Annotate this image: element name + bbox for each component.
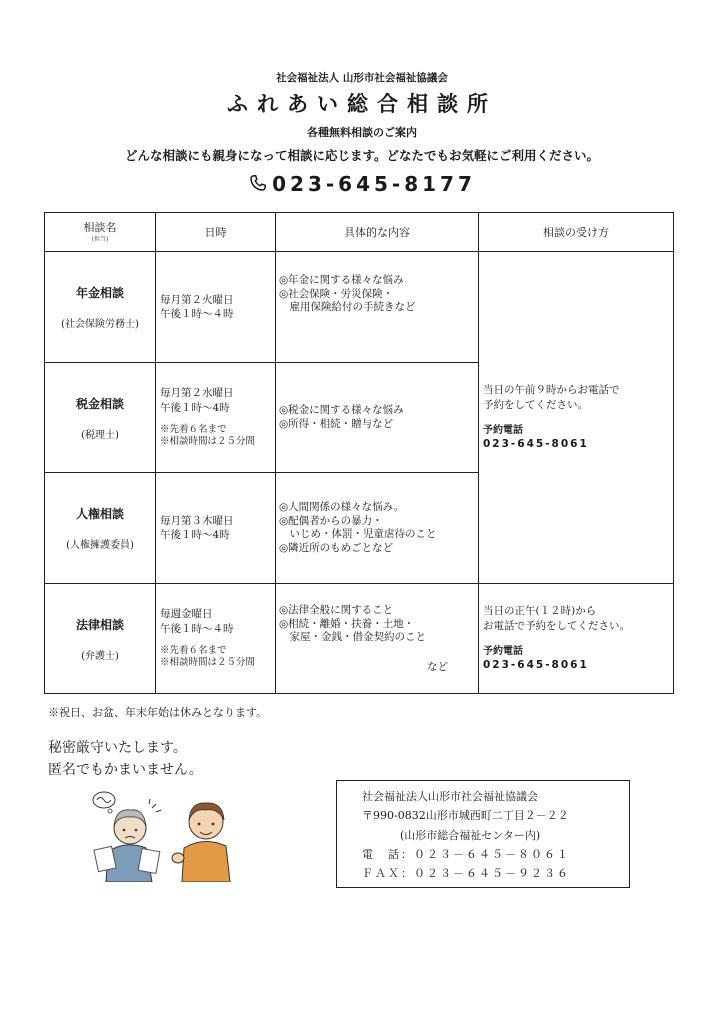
privacy-line-2: 匿名でもかまいません。 xyxy=(48,761,203,778)
table-row xyxy=(45,252,674,363)
consult-name-cell xyxy=(45,584,156,694)
header-name-sub: (担当) xyxy=(91,236,109,244)
privacy-message xyxy=(48,738,203,781)
main-phone[interactable] xyxy=(0,172,724,198)
contact-address: 〒990-0832山形市城西町二丁目２－２２ xyxy=(362,809,569,823)
reservation-label: 予約電話 xyxy=(483,424,523,436)
holiday-note: ※祝日、お盆、年末年始は休みとなります。 xyxy=(48,706,268,719)
consult-name-cell xyxy=(45,473,156,584)
page-subtitle: 各種無料相談のご案内 xyxy=(307,126,417,139)
how-to-consult-a: 当日の午前９時からお電話で 予約をしてください。 予約電話 023-645-8061 xyxy=(479,252,674,584)
consult-name: 年金相談 xyxy=(75,286,124,300)
reservation-label: 予約電話 xyxy=(483,645,523,657)
organization-name: 社会福祉法人 山形市社会福祉協議会 xyxy=(276,72,448,84)
reservation-phone[interactable]: 023-645-8061 xyxy=(483,438,589,451)
how-to-consult-b: 当日の正午(１２時)から お電話で予約をしてください。 予約電話 023-645-8061 xyxy=(479,584,674,694)
reservation-phone[interactable]: 023-645-8061 xyxy=(483,659,589,672)
consult-staff: (弁護士) xyxy=(81,650,119,662)
privacy-line-1: 秘密厳守いたします。 xyxy=(48,740,187,756)
consult-when: 毎月第３木曜日 午後１時～4時 xyxy=(156,473,276,584)
table-row xyxy=(45,584,674,694)
contact-org: 社会福祉法人山形市社会福祉協議会 xyxy=(362,790,538,803)
consultation-table xyxy=(44,212,674,694)
main-phone-number: 023-645-8177 xyxy=(272,172,476,196)
contact-fax: ＦＡＸ：０２３－６４５－９２３６ xyxy=(362,867,570,880)
consult-detail: ◎法律全般に関すること ◎相続・離婚・扶養・土地・ 家屋・金銭・借金契約のこと など xyxy=(276,584,479,694)
consult-name: 税金相談 xyxy=(75,396,124,411)
consult-detail: ◎税金に関する様々な悩み ◎所得・相続・贈与など xyxy=(276,363,479,473)
consult-name-cell xyxy=(45,363,156,473)
phone-icon xyxy=(248,173,268,198)
table-header-row xyxy=(45,213,674,252)
header-name: 相談名 (担当) xyxy=(45,213,156,252)
header-how: 相談の受け方 xyxy=(479,213,674,252)
header-when: 日時 xyxy=(156,213,276,252)
header-detail: 具体的な内容 xyxy=(276,213,479,252)
consult-staff: (税理士) xyxy=(81,429,119,441)
consult-when: 毎週金曜日 午後１時～４時 ※先着６名まで ※相談時間は２５分間 xyxy=(156,584,276,694)
page-title: ふれあい総合相談所 xyxy=(227,92,497,116)
contact-box xyxy=(336,780,630,888)
contact-building: (山形市総合福祉センター内) xyxy=(400,828,541,842)
contact-phone[interactable]: 電 話：０２３－６４５－８０６１ xyxy=(362,847,570,861)
consult-when: 毎月第２水曜日 午後１時～4時 ※先着６名まで ※相談時間は２５分間 xyxy=(156,363,276,473)
consult-when: 毎月第２火曜日 午後１時～４時 xyxy=(156,252,276,363)
consult-name-cell xyxy=(45,252,156,363)
intro-text: どんな相談にも親身になって相談に応じます。どなたでもお気軽にご利用ください。 xyxy=(124,148,599,163)
consult-name: 法律相談 xyxy=(75,617,124,632)
consult-detail: ◎人間関係の様々な悩み。 ◎配偶者からの暴力・ いじめ・体罰・児童虐待のこと ◎隣近所のもめごとなど xyxy=(276,473,479,584)
consult-detail: ◎年金に関する様々な悩み ◎社会保険・労災保険・ 雇用保険給付の手続きなど xyxy=(276,252,479,363)
consult-name: 人権相談 xyxy=(75,507,124,521)
two-people-illustration xyxy=(86,786,246,882)
consult-staff: (人権擁護委員) xyxy=(66,540,134,551)
consult-staff: (社会保険労務士) xyxy=(61,319,139,330)
